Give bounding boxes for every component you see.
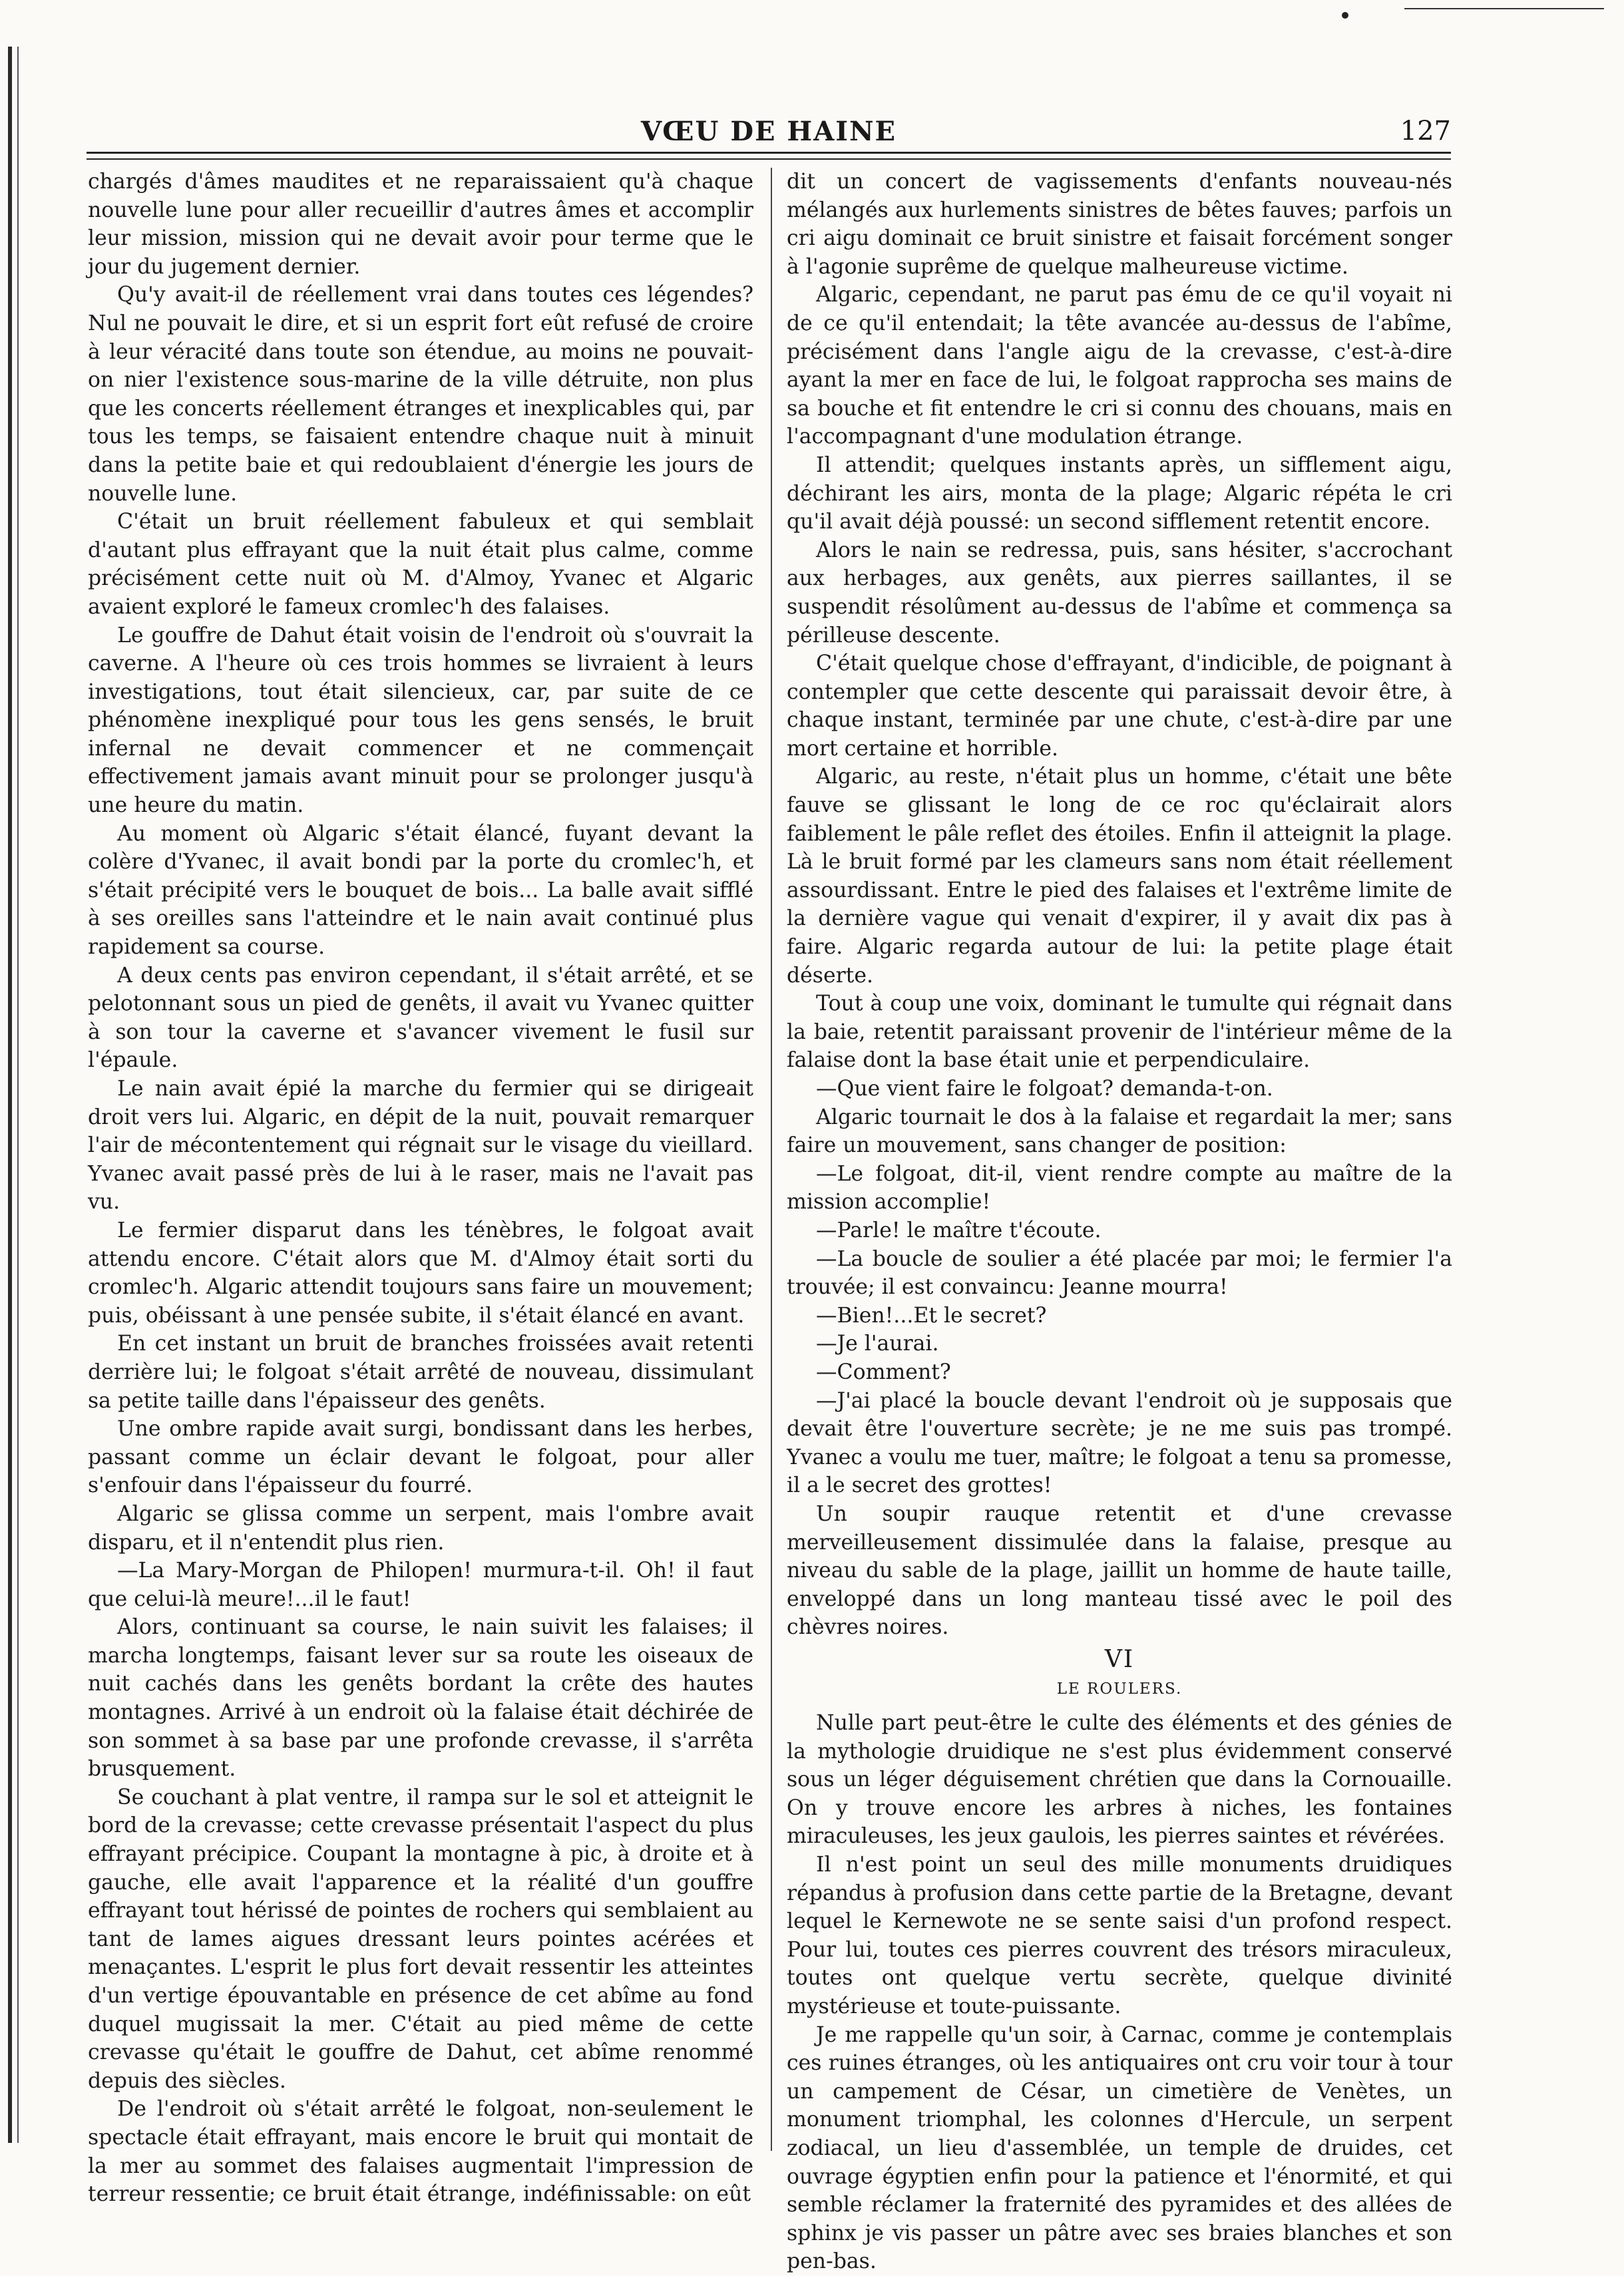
dialogue-line: —La boucle de soulier a été placée par moi; le fermier l'a trouvée; il est convaincu: Jeanne mourra! xyxy=(787,1246,1452,1300)
paragraph: Qu'y avait-il de réellement vrai dans toutes ces légendes? Nul ne pouvait le dire, et si un esprit fort eût refusé de croire à leur véracité dans toute son étendue, au moins ne pouvait-on nier l'existence sous-marine de la ville détruite, non plus que les concerts réellement étranges et inexplicables qui, par tous les temps, se faisaient entendre chaque nuit à minuit dans la petite baie et qui redoublaient d'énergie les jours de nouvelle lune. xyxy=(88,283,753,506)
paragraph: Alors le nain se redressa, puis, sans hésiter, s'accrochant aux herbages, aux genêts, aux pierres saillantes, il se suspendit résolûment au-dessus de l'abîme et commença sa périlleuse descente. xyxy=(787,538,1452,648)
paragraph: Le gouffre de Dahut était voisin de l'endroit où s'ouvrait la caverne. A l'heure où ces trois hommes se livraient à leurs investigations, tout était silencieux, car, par suite de ce phénomène inexpliqué pour tous les gens sensés, le bruit infernal ne devait commencer et ne commençait effectivement jamais avant minuit pour se prolonger jusqu'à une heure du matin. xyxy=(88,623,753,818)
header-rule-thin xyxy=(87,158,1451,160)
page-binding-edge xyxy=(8,47,12,2143)
paragraph: Une ombre rapide avait surgi, bondissant dans les herbes, passant comme un éclair devant le folgoat, pour aller s'enfouir dans l'épaisseur du fourré. xyxy=(88,1417,753,1498)
paragraph: —La Mary-Morgan de Philopen! murmura-t-il. Oh! il faut que celui-là meure!...il le faut! xyxy=(88,1559,753,1611)
paragraph: Le fermier disparut dans les ténèbres, le folgoat avait attendu encore. C'était alors que M. d'Almoy était sorti du cromlec'h. Algaric attendit toujours sans faire un mouvement; puis, obéissant à une pensée subite, il s'était élancé en avant. xyxy=(88,1218,753,1328)
paragraph: Alors, continuant sa course, le nain suivit les falaises; il marcha longtemps, faisant lever sur sa route les oiseaux de nuit cachés dans les genêts bordant la crête des hautes montagnes. Arrivé à un endroit où la falaise était déchirée de son sommet à sa base par une profonde crevasse, il s'arrêta brusquement. xyxy=(88,1615,753,1782)
paragraph: Je me rappelle qu'un soir, à Carnac, comme je contemplais ces ruines étranges, où les antiquaires ont cru voir tour à tour un campement de César, un cimetière de Venètes, un monument triomphal, les colonnes d'Hercule, un serpent zodiacal, un lieu d'assemblée, un temple de druides, cet ouvrage égyptien enfin pour la patience et l'énormité, et qui semble réclamer la fraternité des pyramides et des allées de sphinx je vis passer un pâtre avec ses braies blanches et son pen-bas. xyxy=(787,2022,1452,2274)
chapter-number: VI xyxy=(1104,1645,1135,1673)
paragraph: Il attendit; quelques instants après, un sifflement aigu, déchirant les airs, monta de la plage; Algaric répéta le cri qu'il avait déjà poussé: un second sifflement retentit encore. xyxy=(787,453,1452,534)
page-number: 127 xyxy=(1400,116,1451,146)
paragraph: Algaric tournait le dos à la falaise et regardait la mer; sans faire un mouvement, sans changer de position: xyxy=(787,1105,1452,1158)
dialogue-line: —Comment? xyxy=(816,1360,951,1384)
column-divider xyxy=(771,168,772,2151)
right-column xyxy=(787,168,1452,2274)
dialogue-line: —Le folgoat, dit-il, vient rendre compte au maître de la mission accomplie! xyxy=(787,1161,1452,1215)
dialogue-line: —J'ai placé la boucle devant l'endroit où je supposais que devait être l'ouverture secrète; je ne me suis pas trompé. Yvanec a voulu me tuer, maître; le folgoat a tenu sa promesse, il a le secret des grottes! xyxy=(787,1388,1452,1498)
paragraph: chargés d'âmes maudites et ne reparaissaient qu'à chaque nouvelle lune pour aller recueillir d'autres âmes et accomplir leur mission, mission qui ne devait avoir pour terme que le jour du jugement dernier. xyxy=(88,170,753,279)
paragraph: En cet instant un bruit de branches froissées avait retenti derrière lui; le folgoat s'était arrêté de nouveau, dissimulant sa petite taille dans l'épaisseur des genêts. xyxy=(88,1332,753,1413)
paragraph: De l'endroit où s'était arrêté le folgoat, non-seulement le spectacle était effrayant, mais encore le bruit qui montait de la mer au sommet des falaises augmentait l'impression de terreur ressentie; ce bruit était étrange, indéfinissable: on eût xyxy=(88,2097,753,2207)
paragraph: A deux cents pas environ cependant, il s'était arrêté, et se pelotonnant sous un pied de genêts, il avait vu Yvanec quitter à son tour la caverne et s'avancer vivement le fusil sur l'épaule. xyxy=(88,963,753,1073)
header-rule xyxy=(87,152,1451,154)
paragraph: Un soupir rauque retentit et d'une crevasse merveilleusement dissimulée dans la falaise, presque au niveau du sable de la plage, jaillit un homme de haute taille, enveloppé dans un long manteau tissé avec le poil des chèvres noires. xyxy=(787,1501,1452,1640)
paragraph: Tout à coup une voix, dominant le tumulte qui régnait dans la baie, retentit paraissant provenir de l'intérieur même de la falaise dont la base était unie et perpendiculaire. xyxy=(787,992,1452,1073)
dialogue-line: —Bien!...Et le secret? xyxy=(816,1303,1047,1328)
paragraph: Il n'est point un seul des mille monuments druidiques répandus à profusion dans cette partie de la Bretagne, devant lequel le Kernewote ne se sente saisi d'un profond respect. Pour lui, toutes ces pierres couvrent des trésors miraculeux, toutes ont quelque vertu secrète, quelque divinité mystérieuse et toute-puissante. xyxy=(787,1853,1452,2018)
dialogue-line: —Je l'aurai. xyxy=(816,1332,939,1356)
dialogue-line: —Que vient faire le folgoat? demanda-t-on. xyxy=(816,1077,1273,1101)
paragraph: Se couchant à plat ventre, il rampa sur le sol et atteignit le bord de la crevasse; cette crevasse présentait l'aspect du plus effrayant précipice. Coupant la montagne à pic, à droite et à gauche, elle avait l'apparence et la réalité d'un gouffre effrayant tout hérissé de pointes de rochers qui semblaient au tant de lames aigues dressant leurs pointes acérées et menaçantes. L'esprit le plus fort devait ressentir les atteintes d'un vertige épouvantable en présence de cet abîme au fond duquel mugissait la mer. C'était au pied même de cette crevasse qu'était le gouffre de Dahut, cet abîme renommé depuis des siècles. xyxy=(88,1785,753,2093)
paragraph: Le nain avait épié la marche du fermier qui se dirigeait droit vers lui. Algaric, en dépit de la nuit, pouvait remarquer l'air de mécontentement qui régnait sur le visage du vieillard. Yvanec avait passé près de lui à le raser, mais ne l'avait pas vu. xyxy=(88,1077,753,1215)
paragraph: dit un concert de vagissements d'enfants nouveau-nés mélangés aux hurlements sinistres de bêtes fauves; parfois un cri aigu dominait ce bruit sinistre et faisait forcément songer à l'agonie suprême de quelque malheureuse victime. xyxy=(787,170,1452,279)
paragraph: C'était quelque chose d'effrayant, d'indicible, de poignant à contempler que cette descente qui paraissait devoir être, à chaque instant, terminée par une chute, c'est-à-dire par une mort certaine et horrible. xyxy=(787,652,1452,761)
paragraph: Algaric, au reste, n'était plus un homme, c'était une bête fauve se glissant le long de ce roc qu'éclairait alors faiblement le pâle reflet des étoiles. Enfin il atteignit la plage. Là le bruit formé par les clameurs sans nom était réellement assourdissant. Entre le pied des falaises et l'extrême limite de la dernière vague qui venait d'expirer, il y avait dix pas à faire. Algaric regarda autour de lui: la petite plage était déserte. xyxy=(787,765,1452,988)
left-column xyxy=(88,168,753,2207)
running-header xyxy=(87,113,1451,150)
paragraph: Au moment où Algaric s'était élancé, fuyant devant la colère d'Yvanec, il avait bondi par la porte du cromlec'h, et s'était précipité vers le bouquet de bois... La balle avait sifflé à ses oreilles sans l'atteindre et le nain avait continué plus rapidement sa course. xyxy=(88,821,753,960)
running-title: VŒU DE HAINE xyxy=(640,116,897,147)
paragraph: Nulle part peut-être le culte des éléments et des génies de la mythologie druidique ne s'est plus évidemment conservé sous un léger déguisement chrétien que dans la Cornouaille. On y trouve encore les arbres à niches, les fontaines miraculeuses, les jeux gaulois, les pierres saintes et révérées. xyxy=(787,1711,1452,1849)
paragraph: C'était un bruit réellement fabuleux et qui semblait d'autant plus effrayant que la nuit était plus calme, comme précisément cette nuit où M. d'Almoy, Yvanec et Algaric avaient exploré le fameux cromlec'h des falaises. xyxy=(88,510,753,619)
page-binding-line xyxy=(17,47,19,2143)
chapter-title: LE ROULERS. xyxy=(1056,1680,1183,1698)
paragraph: Algaric se glissa comme un serpent, mais l'ombre avait disparu, et il n'entendit plus rien. xyxy=(88,1501,753,1555)
ink-dot xyxy=(1342,12,1348,19)
dialogue-line: —Parle! le maître t'écoute. xyxy=(816,1218,1102,1242)
paragraph: Algaric, cependant, ne parut pas ému de ce qu'il voyait ni de ce qu'il entendait; la tête avancée au-dessus de l'abîme, précisément dans l'angle aigu de la crevasse, c'est-à-dire ayant la mer en face de lui, le folgoat rapprocha ses mains de sa bouche et fit entendre le cri si connu des chouans, mais en l'accompagnant d'une modulation étrange. xyxy=(787,283,1452,449)
top-rule-fragment xyxy=(1404,8,1604,9)
